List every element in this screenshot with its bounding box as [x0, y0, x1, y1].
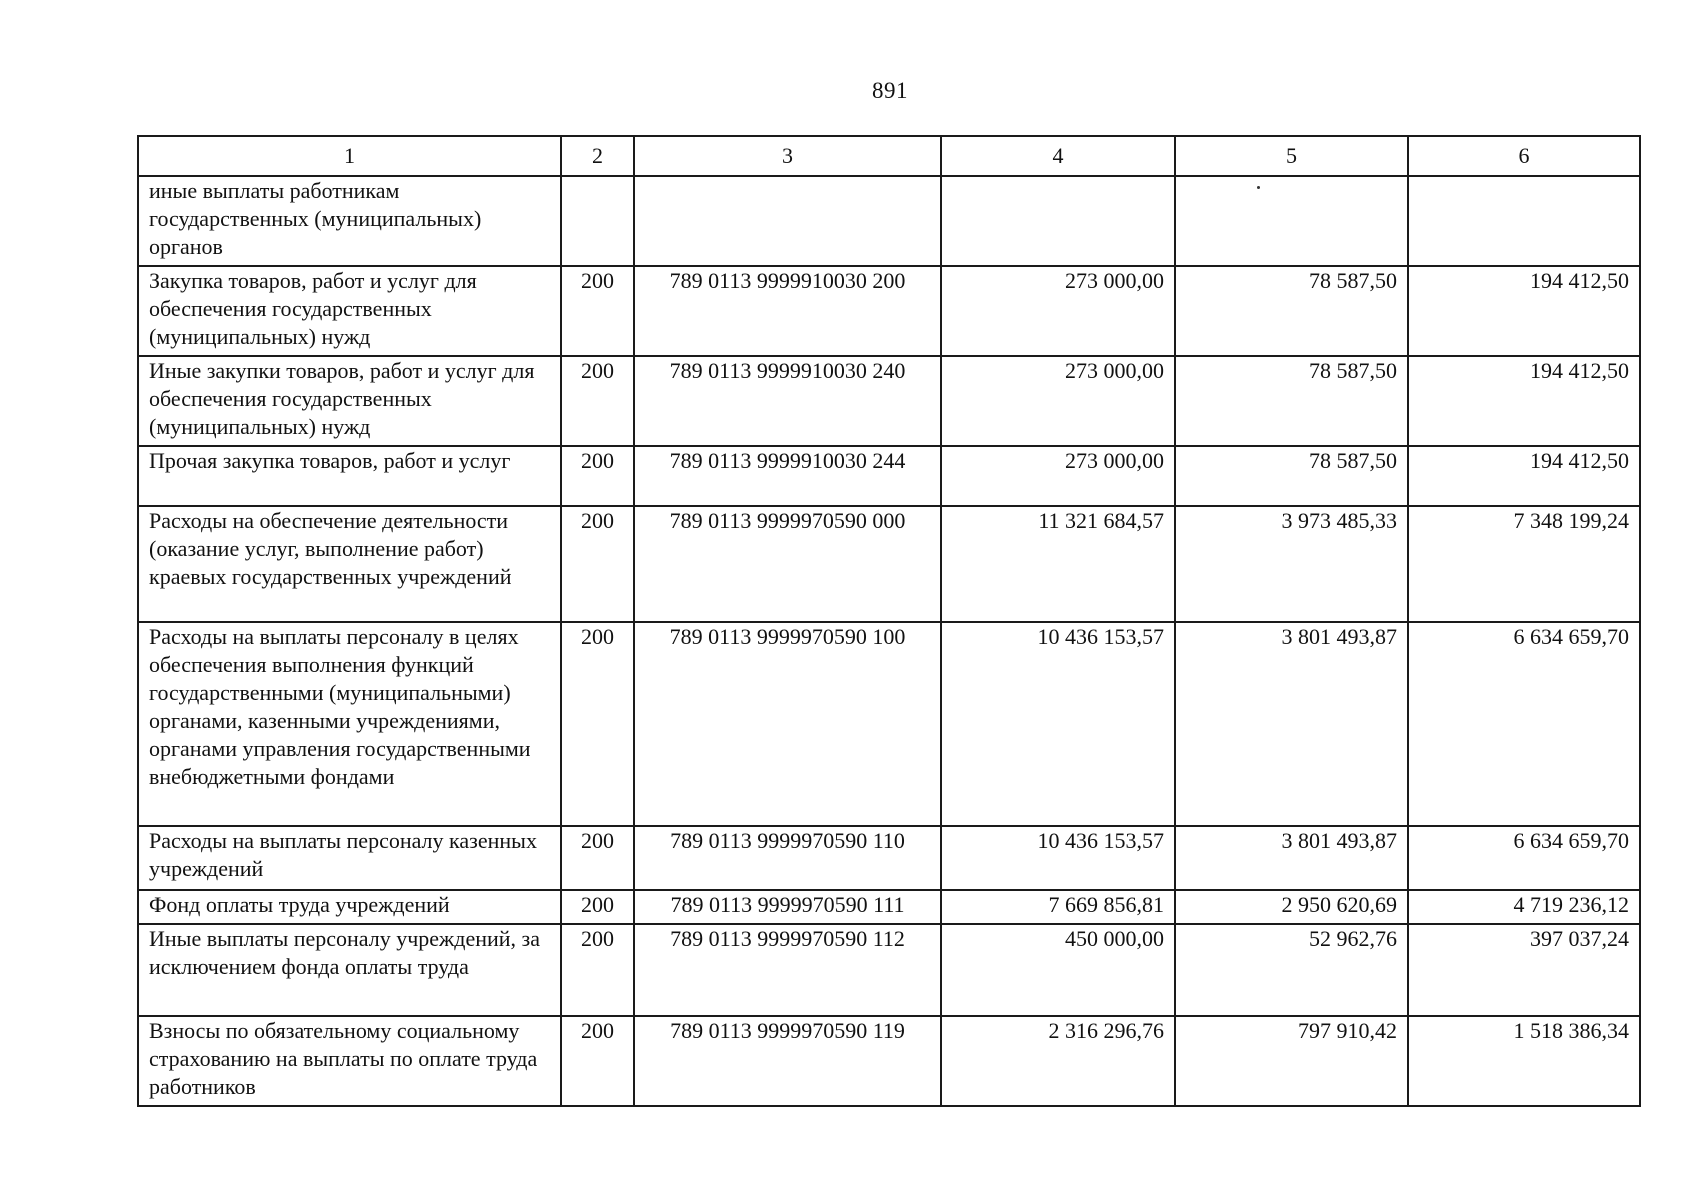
- row-code: 200: [561, 924, 634, 1016]
- row-code: 200: [561, 266, 634, 356]
- row-name: Взносы по обязательному социальному страхованию на выплаты по оплате труда работников: [138, 1016, 561, 1106]
- row-kbk: 789 0113 9999910030 244: [634, 446, 941, 506]
- row-name: Иные выплаты персоналу учреждений, за исключением фонда оплаты труда: [138, 924, 561, 1016]
- row-code: 200: [561, 622, 634, 826]
- row-executed: 3 801 493,87: [1175, 826, 1408, 890]
- column-header: 4: [941, 136, 1175, 176]
- row-unexecuted: 194 412,50: [1408, 446, 1640, 506]
- row-name: Фонд оплаты труда учреждений: [138, 890, 561, 924]
- row-executed: 3 801 493,87: [1175, 622, 1408, 826]
- row-approved: 7 669 856,81: [941, 890, 1175, 924]
- row-name: Иные закупки товаров, работ и услуг для обеспечения государственных (муниципальных) нужд: [138, 356, 561, 446]
- row-executed: 2 950 620,69: [1175, 890, 1408, 924]
- row-executed: 52 962,76: [1175, 924, 1408, 1016]
- column-header: 5: [1175, 136, 1408, 176]
- row-approved: 2 316 296,76: [941, 1016, 1175, 1106]
- table-row: [138, 826, 1640, 890]
- row-name: Расходы на выплаты персоналу в целях обеспечения выполнения функций государственными (муниципальными) органами, казенными учреждениями, органами управления государственными внебюджетными фондами: [138, 622, 561, 826]
- row-approved: 273 000,00: [941, 446, 1175, 506]
- row-code: 200: [561, 890, 634, 924]
- table-row: [138, 446, 1640, 506]
- row-code: 200: [561, 506, 634, 622]
- row-code: 200: [561, 356, 634, 446]
- row-kbk: 789 0113 9999970590 112: [634, 924, 941, 1016]
- row-approved: [941, 176, 1175, 266]
- table-row: [138, 266, 1640, 356]
- row-unexecuted: [1408, 176, 1640, 266]
- row-kbk: 789 0113 9999970590 111: [634, 890, 941, 924]
- row-executed: 78 587,50: [1175, 446, 1408, 506]
- row-executed: [1175, 176, 1408, 266]
- row-kbk: 789 0113 9999910030 240: [634, 356, 941, 446]
- row-unexecuted: 194 412,50: [1408, 266, 1640, 356]
- budget-table: [137, 135, 1641, 1107]
- column-header: 6: [1408, 136, 1640, 176]
- row-unexecuted: 7 348 199,24: [1408, 506, 1640, 622]
- row-kbk: [634, 176, 941, 266]
- row-unexecuted: 6 634 659,70: [1408, 826, 1640, 890]
- row-code: 200: [561, 446, 634, 506]
- row-name: Расходы на обеспечение деятельности (оказание услуг, выполнение работ) краевых государственных учреждений: [138, 506, 561, 622]
- row-approved: 11 321 684,57: [941, 506, 1175, 622]
- row-approved: 10 436 153,57: [941, 622, 1175, 826]
- table-row: [138, 506, 1640, 622]
- column-header: 1: [138, 136, 561, 176]
- row-unexecuted: 6 634 659,70: [1408, 622, 1640, 826]
- table-row: [138, 356, 1640, 446]
- row-name: Расходы на выплаты персоналу казенных учреждений: [138, 826, 561, 890]
- row-kbk: 789 0113 9999970590 119: [634, 1016, 941, 1106]
- table-header-row: [138, 136, 1640, 176]
- row-code: 200: [561, 826, 634, 890]
- table-row: [138, 924, 1640, 1016]
- row-approved: 273 000,00: [941, 266, 1175, 356]
- row-executed: 78 587,50: [1175, 266, 1408, 356]
- row-executed: 78 587,50: [1175, 356, 1408, 446]
- row-code: 200: [561, 1016, 634, 1106]
- row-approved: 273 000,00: [941, 356, 1175, 446]
- row-executed: 3 973 485,33: [1175, 506, 1408, 622]
- row-code: [561, 176, 634, 266]
- row-name: Закупка товаров, работ и услуг для обеспечения государственных (муниципальных) нужд: [138, 266, 561, 356]
- row-approved: 10 436 153,57: [941, 826, 1175, 890]
- table-row: [138, 622, 1640, 826]
- row-executed: 797 910,42: [1175, 1016, 1408, 1106]
- row-name: иные выплаты работникам государственных (муниципальных) органов: [138, 176, 561, 266]
- column-header: 3: [634, 136, 941, 176]
- page-number: 891: [872, 78, 908, 103]
- row-approved: 450 000,00: [941, 924, 1175, 1016]
- row-unexecuted: 397 037,24: [1408, 924, 1640, 1016]
- row-kbk: 789 0113 9999970590 110: [634, 826, 941, 890]
- row-kbk: 789 0113 9999910030 200: [634, 266, 941, 356]
- table-row: [138, 176, 1640, 266]
- row-unexecuted: 4 719 236,12: [1408, 890, 1640, 924]
- table-row: [138, 1016, 1640, 1106]
- row-unexecuted: 1 518 386,34: [1408, 1016, 1640, 1106]
- column-header: 2: [561, 136, 634, 176]
- row-unexecuted: 194 412,50: [1408, 356, 1640, 446]
- row-name: Прочая закупка товаров, работ и услуг: [138, 446, 561, 506]
- row-kbk: 789 0113 9999970590 100: [634, 622, 941, 826]
- table-row: [138, 890, 1640, 924]
- row-kbk: 789 0113 9999970590 000: [634, 506, 941, 622]
